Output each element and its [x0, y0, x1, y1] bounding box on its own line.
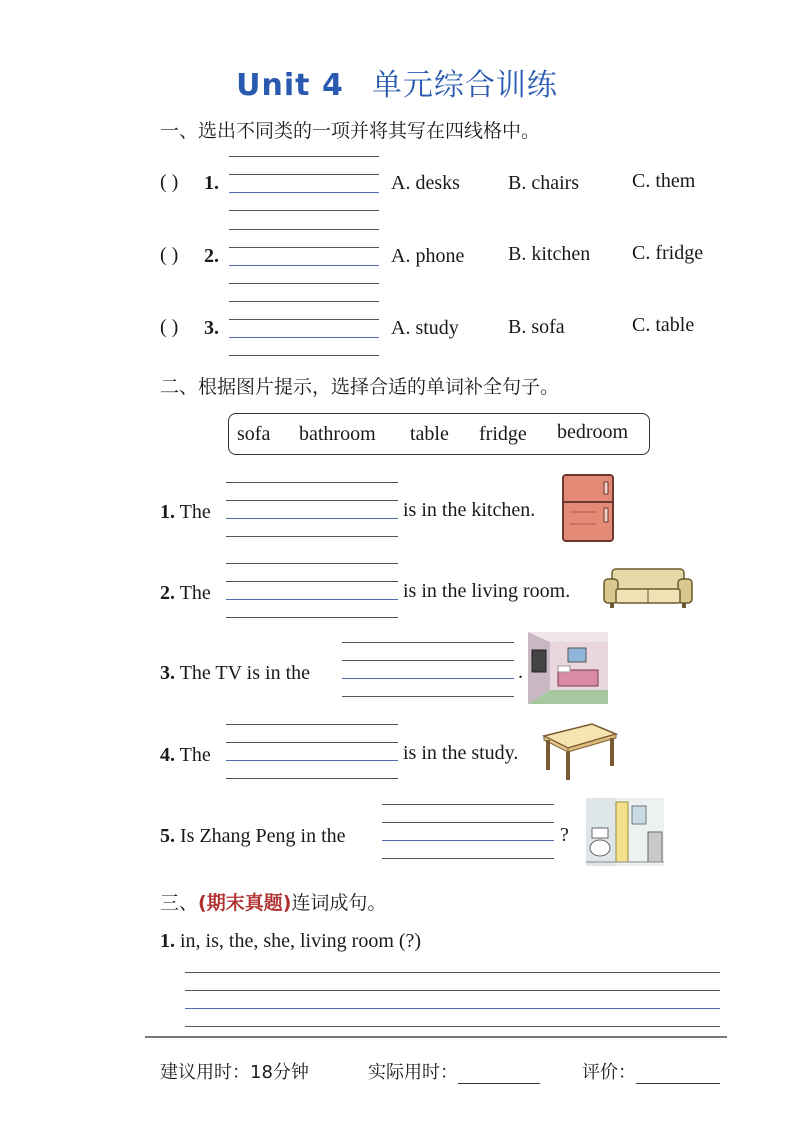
option-a: A. study [391, 317, 459, 339]
part3-heading: 三、(期末真题)连词成句。 [160, 892, 387, 914]
four-line-grid[interactable] [382, 804, 554, 858]
unit-label: Unit 4 [236, 68, 344, 103]
option-b: B. kitchen [508, 243, 591, 265]
item-number: 1. [204, 172, 219, 194]
item-number: 3. [204, 317, 219, 339]
sentence-1: 1. The [160, 501, 211, 523]
item-number: 2. [204, 245, 219, 267]
bathroom-icon [586, 798, 664, 866]
answer-bracket[interactable]: ( ) [160, 171, 179, 193]
actual-time-label: 实际用时： [368, 1058, 540, 1084]
answer-bracket[interactable]: ( ) [160, 316, 179, 338]
sentence-1-end: is in the kitchen. [403, 499, 536, 521]
divider [145, 1036, 727, 1038]
word-option: fridge [479, 423, 527, 445]
four-line-grid[interactable] [226, 563, 398, 617]
part3-question-1: 1. in, is, the, she, living room (?) [160, 930, 422, 952]
word-option: table [410, 423, 449, 445]
sentence-2-end: is in the living room. [403, 580, 571, 602]
option-c: C. table [632, 314, 695, 336]
option-a: A. phone [391, 245, 465, 267]
actual-time-blank[interactable] [458, 1062, 540, 1084]
option-c: C. them [632, 170, 696, 192]
word-option: sofa [237, 423, 271, 445]
four-line-grid[interactable] [229, 156, 379, 210]
option-b: B. chairs [508, 172, 580, 194]
page-title [0, 60, 794, 104]
exam-tag: (期末真题) [198, 892, 292, 914]
sentence-5: 5. Is Zhang Peng in the [160, 825, 346, 847]
part2-heading: 二、根据图片提示，选择合适的单词补全句子。 [160, 376, 560, 398]
word-option: bedroom [557, 421, 629, 443]
four-line-grid[interactable] [229, 229, 379, 283]
sentence-2: 2. The [160, 582, 211, 604]
sentence-4: 4. The [160, 744, 211, 766]
unit-name: 单元综合训练 [371, 68, 558, 103]
fridge-icon [560, 472, 616, 544]
four-line-grid[interactable] [185, 972, 720, 1026]
option-c: C. fridge [632, 242, 704, 264]
part1-heading: 一、选出不同类的一项并将其写在四线格中。 [160, 120, 541, 142]
four-line-grid[interactable] [342, 642, 514, 696]
evaluation-blank[interactable] [636, 1062, 720, 1084]
four-line-grid[interactable] [226, 482, 398, 536]
option-b: B. sofa [508, 316, 565, 338]
table-icon [540, 720, 618, 782]
sofa-icon [602, 565, 694, 611]
answer-bracket[interactable]: ( ) [160, 244, 179, 266]
sentence-3: 3. The TV is in the [160, 662, 311, 684]
four-line-grid[interactable] [226, 724, 398, 778]
sentence-3-end: . [518, 661, 523, 683]
four-line-grid[interactable] [229, 301, 379, 355]
sentence-5-end: ? [560, 824, 569, 846]
bedroom-icon [528, 632, 608, 704]
sentence-4-end: is in the study. [403, 742, 519, 764]
evaluation-label: 评价： [582, 1058, 720, 1084]
option-a: A. desks [391, 172, 460, 194]
word-bank [228, 413, 650, 455]
suggested-time: 建议用时：18分钟 [160, 1062, 309, 1083]
word-option: bathroom [299, 423, 376, 445]
